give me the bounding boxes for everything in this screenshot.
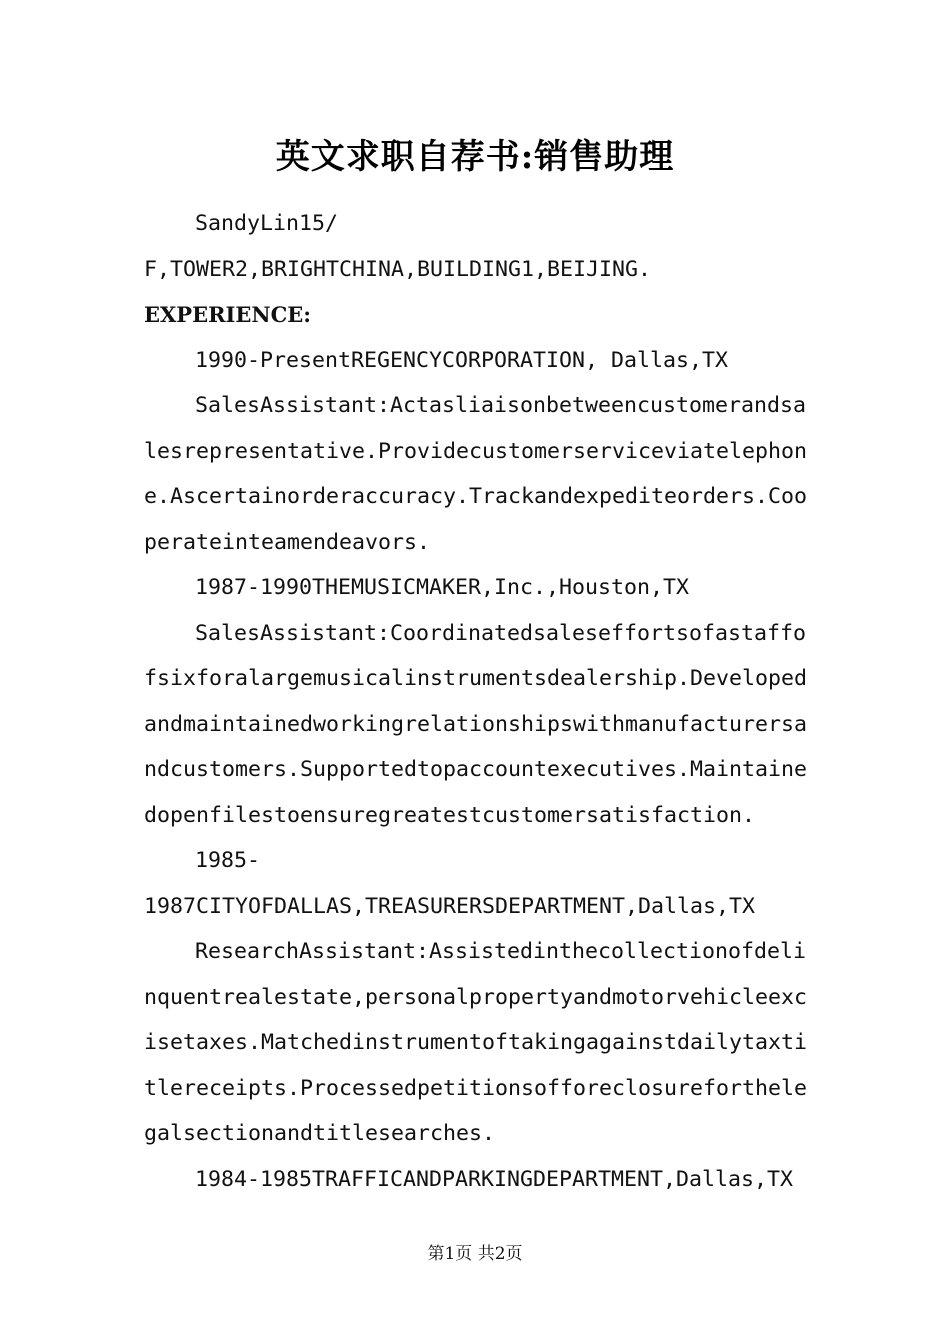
job-header-traffic-parking: 1984-1985TRAFFICANDPARKINGDEPARTMENT,Dallas,TX (195, 1166, 794, 1192)
job-description-line: SalesAssistant:Actasliaisonbetweencustomerandsa (195, 393, 807, 418)
job-header-city-of-dallas: 1985- (195, 848, 261, 873)
address-line: F,TOWER2,BRIGHTCHINA,BUILDING1,BEIJING. (144, 256, 652, 282)
job-description-line: isetaxes.Matchedinstrumentoftakingagainstdailytaxti (144, 1030, 808, 1055)
job-header-city-of-dallas-cont: 1987CITYOFDALLAS,TREASURERSDEPARTMENT,Dallas,TX (144, 893, 756, 919)
job-description-line: andmaintainedworkingrelationshipswithmanufacturersa (144, 711, 808, 737)
job-description-line: lesrepresentative.Providecustomerserviceviatelephon (144, 438, 808, 464)
job-description-line: e.Ascertainorderaccuracy.Trackandexpediteorders.Coo (144, 484, 808, 509)
job-header-regency: 1990-PresentREGENCYCORPORATION, Dallas,TX (195, 347, 729, 373)
job-description-line: ResearchAssistant:Assistedinthecollectionofdeli (195, 939, 807, 964)
page-footer: 第1页 共2页 (427, 1244, 523, 1264)
name-line: SandyLin15/ (195, 211, 339, 236)
job-header-music-maker: 1987-1990THEMUSICMAKER,Inc.,Houston,TX (195, 575, 690, 600)
job-description-line: dopenfilestoensuregreatestcustomersatisfaction. (144, 802, 756, 828)
job-description-line: SalesAssistant:Coordinatedsaleseffortsofastaffo (195, 620, 807, 646)
job-description-line: nquentrealestate,personalpropertyandmotorvehicleexc (144, 984, 808, 1010)
document-title: 英文求职自荐书:销售助理 (275, 137, 675, 177)
job-description-line: fsixforalargemusicalinstrumentsdealership.Developed (144, 666, 808, 691)
document-body (144, 201, 808, 1202)
job-description-line: galsectionandtitlesearches. (144, 1121, 496, 1146)
job-description-line: tlereceipts.Processedpetitionsofforeclosureforthele (144, 1075, 808, 1101)
job-description-line: perateinteamendeavors. (144, 529, 431, 555)
section-heading-experience: EXPERIENCE: (144, 302, 312, 327)
job-description-line: ndcustomers.Supportedtopaccountexecutives.Maintaine (144, 757, 808, 782)
